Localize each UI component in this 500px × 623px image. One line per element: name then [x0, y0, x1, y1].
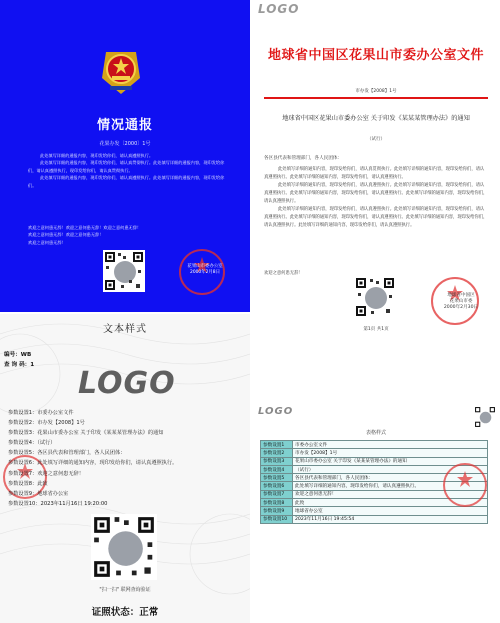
qr-code-icon[interactable] — [103, 250, 145, 292]
notice-paragraph: 此处填写详细的通报内容，现印发给你们，请认真遵照执行。 — [40, 153, 154, 158]
qr-code-icon[interactable] — [354, 276, 396, 318]
certificate-status: 证照状态：正常 — [91, 607, 159, 618]
table-value: 此处填写详细的通知内容，现印发给你们，请认真遵照执行。 — [293, 482, 488, 490]
param-row: 参数设置3：花果山市委办公室 关于印发《某某某管理办法》的通知 — [8, 430, 164, 437]
scan-hint: "扫一扫" 联网查询验证 — [99, 587, 151, 593]
certificate-query-code: 查 询 码：1 — [4, 362, 35, 368]
notice-doc-number: 花果办发〔2000〕1号 — [99, 141, 151, 147]
param-row: 参数设置7：欢迎之意何患无辞！ — [8, 470, 84, 477]
notice-title: 情况通报 — [96, 118, 153, 133]
seal-text-line: 花果山市委 — [449, 299, 473, 304]
param-row: 参数设置4：（试行） — [8, 440, 56, 447]
blue-notice-panel — [0, 0, 250, 312]
document-body — [264, 166, 488, 230]
table-key: 参数设置7 — [261, 490, 293, 498]
table-row — [261, 515, 488, 523]
notice-signoff — [28, 224, 226, 246]
document-signoff: 欢迎之意何患无辞！ — [264, 271, 303, 276]
red-header-document — [252, 0, 500, 344]
certificate-logo: LOGO — [78, 366, 176, 401]
seal-text — [176, 264, 234, 276]
table-logo: LOGO — [258, 406, 294, 417]
table-key: 参数设置6 — [261, 482, 293, 490]
qr-code-icon[interactable] — [91, 514, 157, 580]
seal-text — [436, 293, 486, 311]
document-subject: 地球省中国区花果山市委办公室 关于印发《某某某管理办法》的通知 — [282, 115, 470, 122]
notice-paragraph: 此处填写详细的通报内容，现印发给你们，请认真贯彻执行。此处填写详细的通报内容，现印发给你们，请认真遵照执行，现印发给你们，请认真贯彻执行。 — [28, 160, 225, 173]
table-key: 参数设置8 — [261, 499, 293, 507]
table-key: 参数设置4 — [261, 465, 293, 473]
param-row: 参数设置8：此致 — [8, 480, 48, 487]
table-key: 参数设置3 — [261, 457, 293, 465]
document-paragraph: 此处填写详细的通知内容，现印发给你们，请认真遵照执行。此处填写详细的通知内容，现印发给你们，请认真遵照执行。此处填写详细的通知内容，现印发给你们，请认真遵照执行。此处填写详细的通知内容，现印发给你们，请认真遵照执行。 — [264, 183, 488, 204]
document-number: 市办发【2008】1号 — [355, 89, 397, 94]
param-row: 参数设置6：此处填写详细的通知内容，现印发给你们，请认真遵照执行。 — [8, 460, 178, 467]
certificate-serial: 编号：WB — [4, 352, 32, 358]
document-paragraph: 此处填写详细的通知内容，现印发给你们，请认真贯彻执行。此处填写详细的通知内容，现印发给你们，请认真遵照执行。此处填写详细的通知内容，现印发给你们，请认真遵照执行。 — [264, 167, 485, 180]
param-row: 参数设置1：市委办公室文件 — [8, 410, 74, 416]
seal-text-line: 2000年2月30日 — [443, 305, 479, 310]
seal-text-line: 2000年2月8日 — [190, 270, 220, 275]
qr-code-icon[interactable] — [474, 406, 496, 428]
notice-signoff-line: 欢迎之意何患无辞！欢迎之意何患无辞！欢迎之意何患无辞！ — [28, 225, 142, 230]
parameter-table-panel — [254, 400, 498, 614]
page-number: 第1页 共1页 — [363, 327, 389, 332]
certificate-params — [8, 408, 248, 509]
certificate-title: 文本样式 — [103, 324, 147, 335]
notice-signoff-line: 欢迎之意何患无辞！欢迎之意何患无辞！ — [28, 232, 104, 238]
table-value: 市委办公室文件 — [293, 441, 488, 449]
police-emblem-icon — [100, 48, 142, 96]
certificate-panel — [0, 314, 250, 623]
document-logo: LOGO — [258, 2, 300, 16]
table-key: 参数设置5 — [261, 474, 293, 482]
official-seal-icon — [442, 462, 488, 508]
document-paragraph: 此处填写详细的通知内容，现印发给你们，请认真遵照执行。此处填写详细的通知内容，现印发给你们，请认真遵照执行。此处填写详细的通知内容，现印发给你们，请认真遵照执行。此处填写详细的通知内容，现印发给你们，请认真遵照执行。此处填写详细的通知内容，现印发给你们，请认真遵照执行。 — [264, 206, 488, 228]
table-key: 参数设置10 — [261, 515, 293, 523]
table-key: 参数设置2 — [261, 449, 293, 457]
param-row: 参数设置10：2023年11月16日 19:20:00 — [8, 500, 108, 507]
notice-paragraph: 此处填写详细的通报内容，现印发给你们，请认真遵照执行。此处填写详细的通报内容，现印发给你们。 — [28, 175, 225, 188]
table-row — [261, 507, 488, 515]
notice-body — [28, 152, 226, 189]
document-subject-note: （试行） — [367, 137, 385, 142]
table-value: 花果山市委办公室 关于印发《某某某管理办法》的通知 — [293, 457, 488, 465]
param-row: 参数设置2：市办发【2008】1号 — [8, 420, 85, 427]
document-red-title: 地球省中国区花果山市委办公室文件 — [267, 48, 484, 63]
notice-signoff-line: 欢迎之意何患无辞！ — [28, 239, 66, 245]
table-row — [261, 441, 488, 449]
table-value: 市办发【2008】1号 — [293, 449, 488, 457]
table-key: 参数设置9 — [261, 507, 293, 515]
param-row: 参数设置9：地球省办公室 — [8, 490, 69, 497]
seal-text-line: 花果山市委办公室 — [187, 264, 223, 269]
table-value: （试行） — [293, 465, 488, 473]
seal-text-line: 地球省中国区 — [447, 293, 475, 298]
table-value: 各区县代表和管理部门，各人民团体： — [293, 474, 488, 482]
param-row: 参数设置5：各区县代表和管理部门，各人民团体： — [8, 450, 126, 457]
table-row — [261, 449, 488, 457]
red-divider-line — [264, 97, 488, 99]
table-value: 欢迎之意何患无辞！ — [293, 490, 488, 498]
table-value: 2023年11月16日 19:45:54 — [293, 515, 488, 523]
table-value: 此致 — [293, 499, 488, 507]
table-key: 参数设置1 — [261, 441, 293, 449]
document-greeting: 各区县代表和管理部门，各人民团体： — [264, 156, 343, 161]
table-title: 表格样式 — [365, 430, 386, 436]
table-value: 地球省办公室 — [293, 507, 488, 515]
